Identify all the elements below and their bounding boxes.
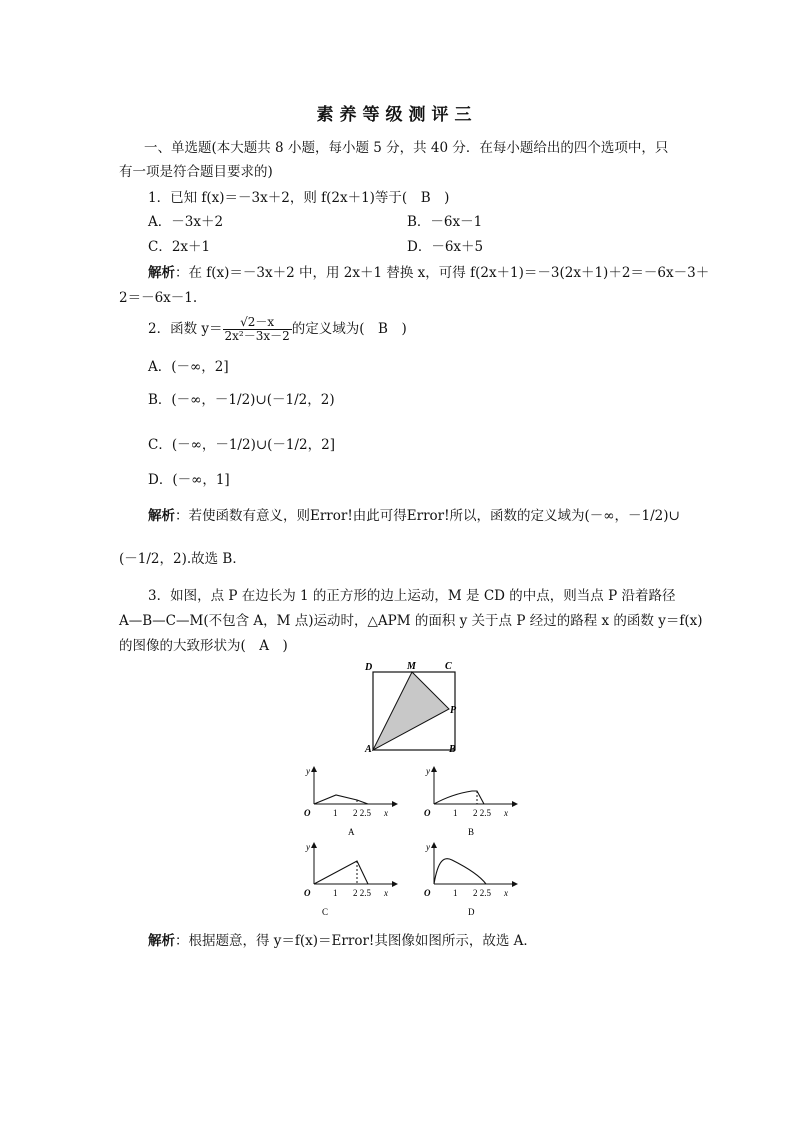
svg-text:y: y (306, 842, 310, 852)
svg-text:x: x (384, 808, 388, 818)
label-b: B (449, 744, 456, 755)
svg-text:1: 1 (453, 888, 458, 898)
graph-c-curve (314, 861, 368, 884)
svg-text:y: y (426, 842, 430, 852)
q2-analysis-text: ：若使函数有意义，则Error!由此可得Error!所以，函数的定义域为(－∞，－1/2)∪ (175, 508, 680, 524)
graph-a-curve (314, 795, 368, 804)
svg-text:2 2.5: 2 2.5 (353, 888, 371, 898)
q3-stem-line2: A—B—C—M(不包含 A，M 点)运动时，△APM 的面积 y 关于点 P 经过的路程 x 的函数 y＝f(x) (119, 613, 703, 629)
q2-option-d: D．(－∞，1] (148, 472, 230, 488)
q1-analysis-text: ：在 f(x)＝－3x＋2 中，用 2x＋1 替换 x，可得 f(2x＋1)＝－3(2x＋1)＋2＝－6x－3＋ (175, 265, 710, 281)
q1-analysis (148, 264, 709, 282)
q1-option-d: D．－6x＋5 (407, 239, 484, 255)
section-heading-line1: 一、单选题(本大题共 8 小题，每小题 5 分，共 40 分．在每小题给出的四个选项中，只 (144, 140, 669, 156)
graph-d (420, 840, 520, 920)
graph-a (300, 764, 400, 839)
q2-option-c: C．(－∞，－1/2)∪(－1/2，2] (148, 437, 335, 453)
svg-text:2 2.5: 2 2.5 (353, 808, 371, 818)
q3-analysis (148, 932, 537, 950)
q1-analysis-line2: 2＝－6x－1. (119, 290, 198, 306)
q2-option-b: B．(－∞，－1/2)∪(－1/2，2) (148, 392, 335, 408)
label-d: D (365, 662, 373, 673)
svg-text:O: O (304, 808, 311, 818)
q2-analysis (148, 507, 680, 525)
analysis-label: 解析 (148, 265, 175, 281)
svg-text:O: O (424, 808, 431, 818)
q2-stem (148, 316, 407, 343)
svg-text:1: 1 (453, 808, 458, 818)
q2-stem-prefix: 2．函数 y＝ (148, 321, 223, 337)
graph-c (300, 840, 400, 920)
q1-stem: 1．已知 f(x)＝－3x＋2，则 f(2x＋1)等于( B ) (148, 190, 450, 206)
q2-option-a: A．(－∞，2] (148, 359, 229, 375)
analysis-label: 解析 (148, 933, 175, 949)
graph-b (420, 764, 520, 839)
graph-c-caption: C (322, 907, 329, 917)
square-figure (355, 656, 465, 756)
page-title: 素养等级测评三 (316, 105, 478, 125)
svg-text:x: x (504, 808, 508, 818)
svg-text:2 2.5: 2 2.5 (473, 888, 491, 898)
q1-option-b: B．－6x－1 (407, 214, 483, 230)
svg-text:y: y (306, 766, 310, 776)
label-a: A (365, 744, 372, 755)
graph-b-caption: B (468, 827, 475, 837)
q2-fraction (223, 316, 292, 343)
q1-option-c: C．2x＋1 (148, 239, 211, 255)
section-heading-line2: 有一项是符合题目要求的) (119, 164, 273, 180)
graph-d-caption: D (468, 907, 475, 917)
graph-d-curve (434, 859, 486, 884)
svg-text:y: y (426, 766, 430, 776)
label-p: P (450, 705, 457, 716)
svg-text:1: 1 (333, 808, 338, 818)
svg-text:2 2.5: 2 2.5 (473, 808, 491, 818)
q2-analysis-line2: (－1/2，2).故选 B． (119, 551, 246, 567)
q3-stem-line1: 3．如图，点 P 在边长为 1 的正方形的边上运动，M 是 CD 的中点，则当点 P 沿着路径 (148, 588, 676, 604)
q2-numerator: √2－x (223, 316, 292, 330)
q3-analysis-text: ：根据题意，得 y＝f(x)＝Error!其图像如图所示，故选 A． (175, 933, 537, 949)
q3-stem-line3: 的图像的大致形状为( A ) (119, 638, 288, 654)
label-m: M (407, 661, 416, 672)
q2-denominator: 2x²－3x－2 (224, 329, 290, 343)
triangle-apm (373, 672, 449, 750)
svg-text:x: x (384, 888, 388, 898)
graph-a-caption: A (348, 827, 355, 837)
svg-text:O: O (424, 888, 431, 898)
analysis-label: 解析 (148, 508, 175, 524)
q1-option-a: A．－3x＋2 (148, 214, 224, 230)
svg-text:O: O (304, 888, 311, 898)
svg-text:x: x (504, 888, 508, 898)
label-c: C (445, 661, 452, 672)
q2-stem-suffix: 的定义域为( B ) (291, 321, 407, 337)
svg-text:1: 1 (333, 888, 338, 898)
